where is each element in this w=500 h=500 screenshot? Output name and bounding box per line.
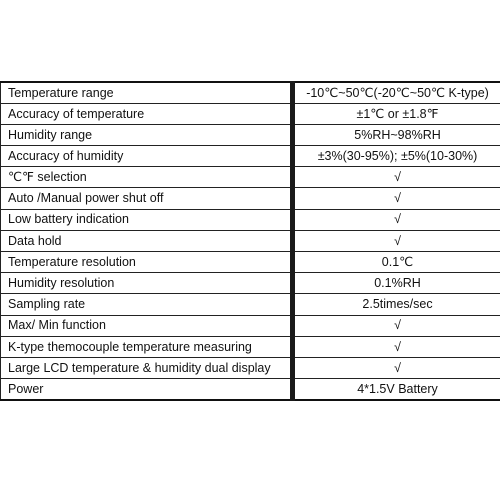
table-row	[1, 252, 500, 273]
spec-value: 4*1.5V Battery	[293, 379, 500, 400]
table-row	[1, 230, 500, 251]
spec-label: Accuracy of humidity	[1, 146, 293, 167]
spec-label: Temperature range	[1, 82, 293, 103]
spec-label: Humidity range	[1, 124, 293, 145]
table-row	[1, 315, 500, 336]
table-row	[1, 188, 500, 209]
spec-label: Power	[1, 379, 293, 400]
table-row	[1, 146, 500, 167]
table-row	[1, 124, 500, 145]
check-mark-icon: √	[293, 188, 500, 209]
spec-value: ±1℃ or ±1.8℉	[293, 103, 500, 124]
table-row	[1, 103, 500, 124]
spec-value: 0.1℃	[293, 252, 500, 273]
table-row	[1, 167, 500, 188]
check-mark-icon: √	[293, 209, 500, 230]
table-row	[1, 209, 500, 230]
spec-value: 2.5times/sec	[293, 294, 500, 315]
spec-label: Accuracy of temperature	[1, 103, 293, 124]
spec-label: Data hold	[1, 230, 293, 251]
spec-label: Large LCD temperature & humidity dual display	[1, 357, 293, 378]
spec-label: Humidity resolution	[1, 273, 293, 294]
table-row	[1, 82, 500, 103]
check-mark-icon: √	[293, 230, 500, 251]
spec-label: Low battery indication	[1, 209, 293, 230]
table-row	[1, 294, 500, 315]
spec-label: K-type themocouple temperature measuring	[1, 336, 293, 357]
check-mark-icon: √	[293, 315, 500, 336]
spec-label: Max/ Min function	[1, 315, 293, 336]
check-mark-icon: √	[293, 167, 500, 188]
check-mark-icon: √	[293, 357, 500, 378]
specification-table	[0, 81, 500, 401]
table-row	[1, 336, 500, 357]
spec-label: Auto /Manual power shut off	[1, 188, 293, 209]
spec-value: 5%RH~98%RH	[293, 124, 500, 145]
spec-value: 0.1%RH	[293, 273, 500, 294]
table-row	[1, 379, 500, 400]
spec-value: ±3%(30-95%); ±5%(10-30%)	[293, 146, 500, 167]
spec-value: -10℃~50℃(-20℃~50℃ K-type)	[293, 82, 500, 103]
check-mark-icon: √	[293, 336, 500, 357]
spec-label: ℃℉ selection	[1, 167, 293, 188]
spec-label: Temperature resolution	[1, 252, 293, 273]
spec-label: Sampling rate	[1, 294, 293, 315]
table-row	[1, 357, 500, 378]
table-row	[1, 273, 500, 294]
